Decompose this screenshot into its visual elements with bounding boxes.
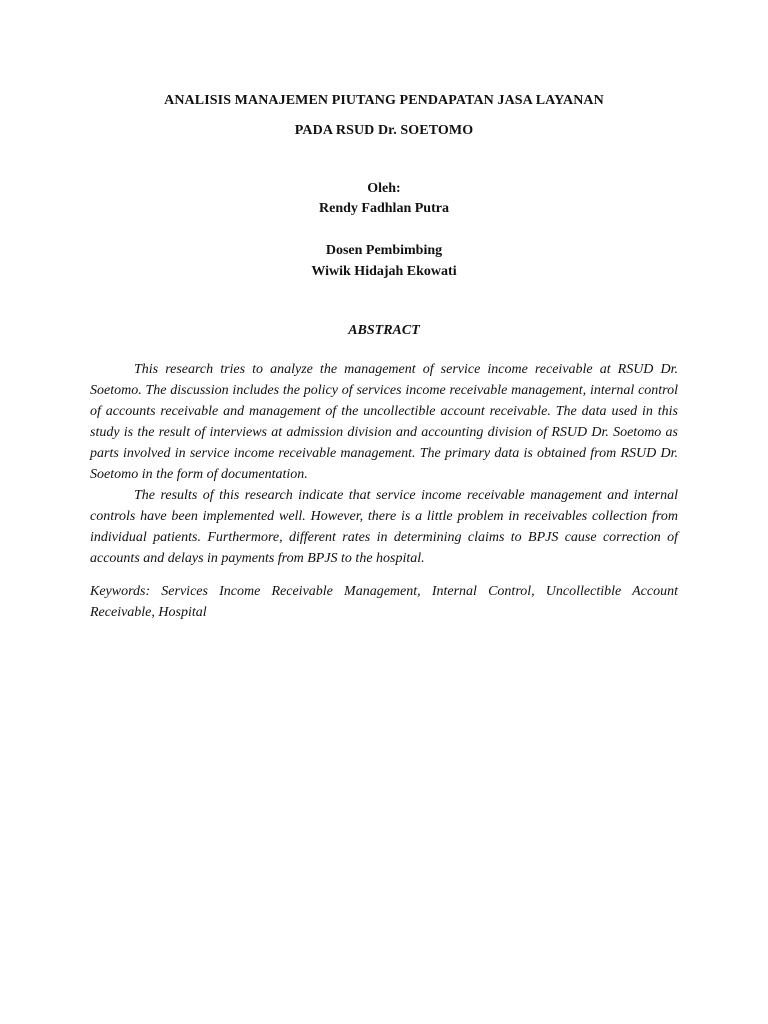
abstract-heading: ABSTRACT <box>348 323 420 338</box>
author-label: Oleh: <box>367 181 401 196</box>
abstract-paragraph-1: This research tries to analyze the management of service income receivable at RSUD Dr. Soetomo. The discussion includes the policy of services income receivable management, internal control of accounts receivable and management of the uncollectible account receivable. The data used in this study is the result of interviews at admission division and accounting division of RSUD Dr. Soetomo as parts involved in service income receivable management. The primary data is obtained from RSUD Dr. Soetomo in the form of documentation. <box>90 362 678 482</box>
supervisor-name: Wiwik Hidajah Ekowati <box>311 264 457 279</box>
abstract-body <box>90 359 678 569</box>
paper-title-line-1: ANALISIS MANAJEMEN PIUTANG PENDAPATAN JASA LAYANAN <box>164 93 604 108</box>
abstract-paragraph-2: The results of this research indicate that service income receivable management and internal controls have been implemented well. However, there is a little problem in receivables collection from individual patients. Furthermore, different rates in determining claims to BPJS cause correction of accounts and delays in payments from BPJS to the hospital. <box>90 488 678 566</box>
keywords-section <box>90 581 678 623</box>
author-name: Rendy Fadhlan Putra <box>319 201 449 216</box>
paper-title-line-2: PADA RSUD Dr. SOETOMO <box>294 123 474 138</box>
keywords-text: Keywords: Services Income Receivable Management, Internal Control, Uncollectible Account Receivable, Hospital <box>90 584 678 620</box>
supervisor-label: Dosen Pembimbing <box>325 243 443 258</box>
